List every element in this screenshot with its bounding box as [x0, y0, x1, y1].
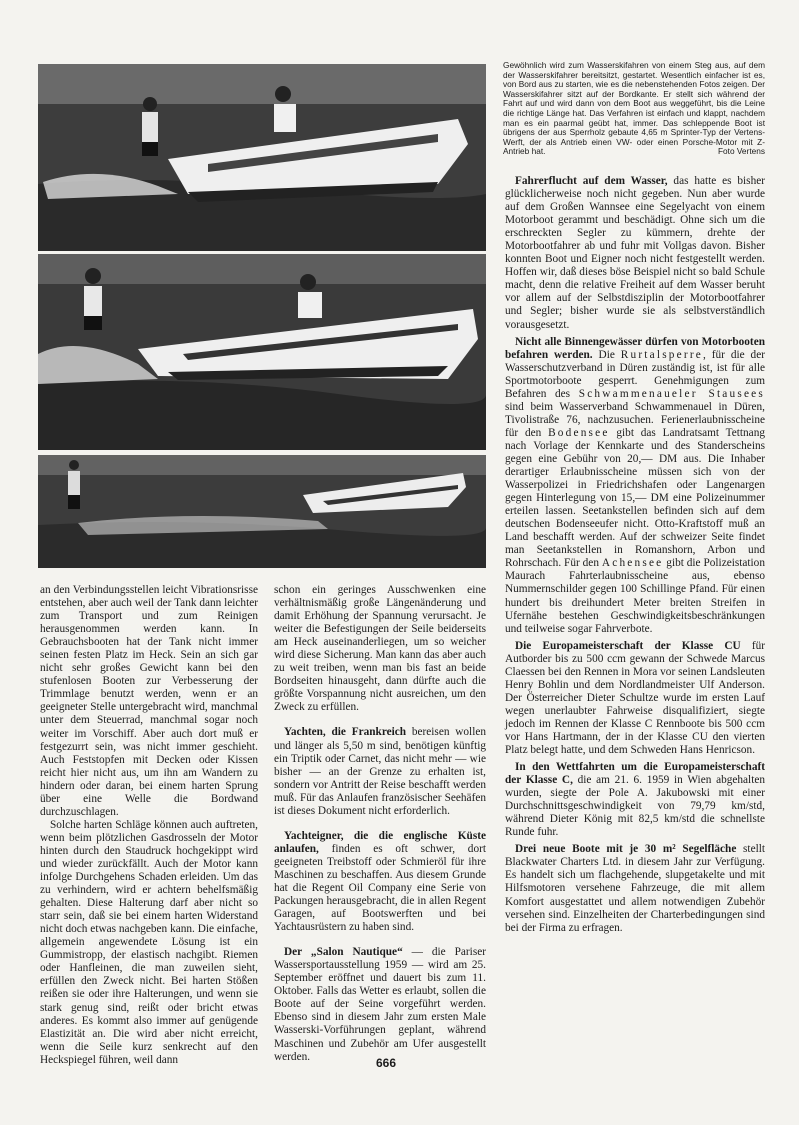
- news-item: In den Wettfahrten um die Europameisterschaft der Klasse C, die am 21. 6. 1959 in Wien abgehalten wurden, siegte der Pole A. Jakubowski mit einer Durchschnittsgeschwindigkeit von 79,79 km/std, während Dieter König mit 82,5 km/std die schnellste Runde fuhr.: [505, 761, 766, 839]
- news-item: Yachten, die Frankreich bereisen wollen und länger als 5,50 m sind, benötigen künftig ein Triptik oder Carnet, das nicht mehr — wie bisher — an der Grenze zu erhalten ist, sondern vor Antritt der Reise beschafft werden muß. Für das Anlaufen französischer Seehäfen ist dieses Dokument nicht erforderlich.: [274, 726, 486, 817]
- article-column-middle: [274, 584, 486, 1064]
- news-heading: In den Wettfahrten um die Europameisterschaft der Klasse C,: [505, 761, 765, 787]
- article-column-right: [505, 175, 765, 935]
- photo-credit: Foto Vertens: [717, 146, 765, 157]
- photo-waterski-standing-up: [38, 254, 486, 450]
- news-item: Nicht alle Binnengewässer dürfen von Motorbooten befahren werden. Die Rurtalsperre, für die der Wasserschutzverband in Düren zuständig ist, ist für alle Sportmotorboote gesperrt. Genehmigungen zum Befahren des Schwammenaueler Stausees sind beim Wasserverband Schwammenauel in Düren, Tivolistraße 76, nachzusuchen. Ferienerlaubnisscheine für den Bodensee gibt das Landratsamt Tettnang nach Vorlage der Kennkarte und des Standerscheins gegen eine Gebühr von 20,— DM aus. Die Inhaber derartiger Erlaubnisscheine müssen sich von der Wasserpolizei in Friedrichshafen oder Langenargen gegen Hinterlegung von 15,— DM eine Polizeinummer erteilen lassen. Seetankstellen befinden sich auf dem deutschen Bodenseeufer nicht. Otto-Kraftstoff muß an Land beschafft werden. Auf der schweizer Seite findet man Seetankstellen in Romanshorn, Arbon und Rohrschach. Für den Achensee gibt die Polizeistation Maurach Fahrterlaubnisscheine aus, ebenso Nummernschilder gegen 100 Schillinge Pfand. Für einen hundert bis dreihundert Meter breiten Streifen in Ufernähe bestehen Geschwindigkeitsbeschränkungen und teilweise sogar Fahrverbote.: [505, 335, 765, 635]
- news-heading: Drei neue Boote mit je 30 m² Segelfläche: [515, 843, 737, 856]
- news-item: Die Europameisterschaft der Klasse CU für Autborder bis zu 500 ccm gewann der Schwede Marcus Claessen bei den Rennen in Mora vor seinen Landsleuten Henry Bohlin und dem Nordlandmeister Ulf Anderson. Der Österreicher Dieter Schultze wurde im ersten Lauf wegen unerlaubter Fahrweise disqualifiziert, siegte jedoch im Rennen der Klasse C Rennboote bis 500 ccm vor Hans Hartmann, der in der Klasse CU den vierten Platz belegt hatte, und dem Schweden Hans Henricson.: [505, 639, 765, 757]
- news-heading: Fahrerflucht auf dem Wasser,: [515, 175, 668, 187]
- article-column-left: [40, 584, 258, 1067]
- paragraph: an den Verbindungsstellen leicht Vibrationsrisse entstehen, aber auch weil der Tank dann leichter zum Transport und zum Reinigen herausgenommen werden kann. In Gebrauchsbooten hat der Tank nicht immer seinen festen Platz im Heck. Sein an sich gar nicht sehr großes Gewicht kann bei den stufenlosen Booten zur Verbesserung der Trimmlage benutzt werden, wenn er an geeigneter Stelle untergebracht wird, manchmal unter dem Steuerrad, manchmal sogar noch weiter im Vorschiff. Aber auch dort muß er festgezurrt sein, was nicht immer geschieht. Auch Feststopfen mit Decken oder Kissen reicht hier nicht aus, um ihn am Wandern zu hindern oder daran, bei einem harten Sprung über eine Welle die Bordwand durchzuschlagen.: [40, 584, 258, 818]
- news-heading: Yachten, die Frankreich: [284, 726, 407, 739]
- paragraph: schon ein geringes Ausschwenken eine verhältnismäßig große Längenänderung und damit Erhöhung der Spannung verursacht. Je weiter die Befestigungen der Seile beiderseits am Heck auseinanderliegen, um so weicher wird diese Sicherung. Man kann das aber auch zu weit treiben, wenn man bis fast an beide Bordseiten hinausgeht, dann dürfte auch die größte Vorspannung nicht ausreichen, um den Zweck zu erfüllen.: [274, 584, 486, 714]
- news-item: Der „Salon Nautique“ — die Pariser Wassersportausstellung 1959 — wird am 25. September eröffnet und dauert bis zum 11. Oktober. Falls das Wetter es erlaubt, sollen die Boote auf der Seine vorgeführt werden. Ebenso sind in diesem Jahr zum ersten Male Wasserski-Vorführungen geplant, während Maschinen und Zubehör am Ufer ausgestellt werden.: [274, 946, 486, 1063]
- news-item: Yachteigner, die die englische Küste anlaufen, finden es oft schwer, dort geeigneten Treibstoff oder Schmieröl für ihre Maschinen zu beschaffen. Aus diesem Grunde hat die Regent Oil Company eine Serie von Packungen herausgebracht, die in allen Regent Garagen, auf Bootswerften und bei Yachtausrüstern zu haben sind.: [274, 829, 486, 934]
- photo-waterski-towed: [38, 455, 486, 568]
- news-heading: Die Europameisterschaft der Klasse CU: [515, 639, 741, 652]
- page-number: 666: [376, 1056, 397, 1070]
- news-heading: Yachteigner, die die englische Küste anlaufen,: [274, 829, 486, 855]
- photo-waterski-sitting-start: [38, 64, 486, 251]
- news-heading: Nicht alle Binnengewässer dürfen von Motorbooten befahren werden.: [505, 335, 765, 361]
- news-item: Fahrerflucht auf dem Wasser, das hatte es bisher glücklicherweise noch nicht gegeben. Nun aber wurde auf dem Großen Wannsee eine Segelyacht von einem Motorboot gerammt und beschädigt. Ohne sich um die erschreckten Segler zu kümmern, drehte der Motorbootfahrer ab und fuhr mit Vollgas davon. Bisher konnten Boot und Eigner noch nicht festgestellt werden. Hoffen wir, daß dieses böse Beispiel nicht so bald Schule macht, denn die relative Freiheit auf dem Wasser beruht vor allem auf der Selbstdisziplin der Motorbootfahrer und Segler; bisher wurde sie als selbstverständlich vorausgesetzt.: [505, 175, 765, 331]
- paragraph: Solche harten Schläge können auch auftreten, wenn beim plötzlichen Gasdrosseln der Motor hinten durch den Staudruck hochgekippt wird und wieder zurückfällt. Auch der Motor kann infolge Durchgehens Schaden erleiden. Um das zu verhindern, wird er achtern behelfsmäßig gehalten. Diese Halterung darf aber nicht so starr sein, daß sie bei einem harten Widerstand nicht doch etwas nachgeben kann. Die einfache, allgemein angewendete Lösung ist ein Gummistropp, der elastisch nachgibt. Riemen oder Hanfleinen, die man zuweilen sieht, erfüllen den Zweck nicht. Bei harten Stößen reißen sie oder ihre Halterungen, und wenn sie stark genug sind, reißt oder bricht etwas anderes. Es kommt also immer auf genügende Elastizität an. Die wird aber nicht erreicht, wenn die Seile kurz senkrecht auf den Heckspiegel führen, weil dann: [40, 818, 258, 1066]
- news-item: Drei neue Boote mit je 30 m² Segelfläche stellt Blackwater Charters Ltd. in diesem Jahr zur Verfügung. Es handelt sich um flachgehende, slupgetakelte und mit Hilfsmotoren versehene Fahrzeuge, die mit allem Komfort ausgestattet und allem notwendigen Zubehör versehen sind. Einzelheiten der Charterbedingungen sind bei der Firma zu erfragen.: [505, 843, 766, 934]
- photo-caption: Gewöhnlich wird zum Wasserskifahren von einem Steg aus, auf dem der Wasserskifahrer bereitsitzt, gestartet. Wesentlich einfacher ist es, von Bord aus zu starten, wie es die nebenstehenden Fotos zeigen. Der Wasserskifahrer sitzt auf der Bordkante. Er stellt sich während der Fahrt auf und wird dann von dem Boot aus weggeführt, bis die Leine die richtige Länge hat. Das Verfahren ist einfach und klappt, nachdem man es ein paarmal geübt hat, immer. Das schleppende Boot ist übrigens der aus Sperrholz gebaute 4,65 m Sprinter-Typ der Vertens-Werft, der als Antrieb einen VW- oder einen Porsche-Motor mit Z-Antrieb hat. Foto Vertens: [503, 60, 765, 157]
- news-heading: Der „Salon Nautique“: [284, 946, 403, 959]
